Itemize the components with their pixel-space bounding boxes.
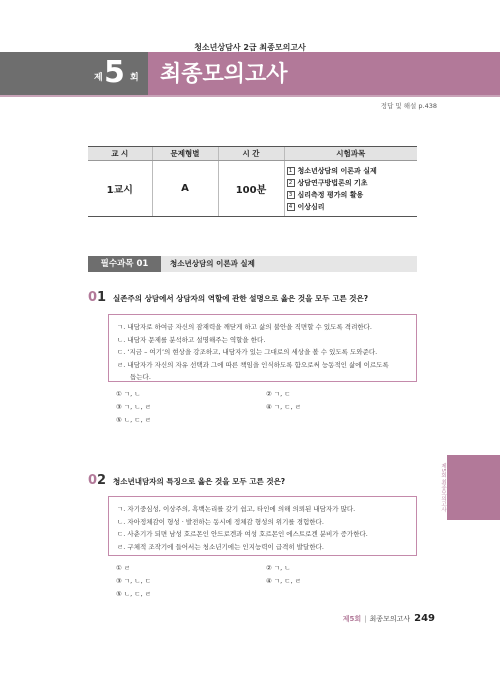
question-number: 02 [88, 473, 107, 488]
option[interactable]: ① ㄱ, ㄴ [116, 390, 141, 398]
subject-item [287, 165, 418, 177]
side-tab-label: 제5회 최종모의고사 [440, 463, 446, 513]
section-header [88, 256, 417, 272]
exam-info-table [88, 146, 417, 217]
header-type: 문제형별 [152, 147, 218, 161]
answer-options [116, 562, 416, 601]
subject-number: 4 [287, 203, 295, 211]
subject-name: 청소년상담의 이론과 실제 [297, 166, 377, 175]
footer-title: 최종모의고사 [369, 615, 411, 623]
side-tab[interactable] [447, 455, 500, 520]
subject-number: 3 [287, 191, 295, 199]
header-period: 교 시 [88, 147, 152, 161]
section-title: 청소년상담의 이론과 실제 [170, 259, 255, 268]
option[interactable]: ⑤ ㄴ, ㄷ, ㄹ [116, 590, 151, 598]
banner-divider [0, 95, 500, 97]
list-item: ㄹ. 구체적 조작기에 들어서는 청소년기에는 인지능력이 급격히 발달한다. [117, 542, 324, 551]
option[interactable]: ③ ㄱ, ㄴ, ㄹ [116, 403, 151, 411]
option[interactable]: ⑤ ㄴ, ㄷ, ㄹ [116, 416, 151, 424]
banner-dark-block [0, 52, 148, 95]
chapter-suffix: 회 [130, 73, 139, 83]
answer-reference: 정답 및 해설 p.438 [380, 102, 437, 110]
option[interactable]: ② ㄱ, ㄴ [266, 564, 291, 572]
question-box [108, 314, 417, 382]
chapter-banner [0, 52, 500, 95]
list-item: ㄹ. 내담자가 자신의 자유 선택과 그에 따른 책임을 인식하도록 함으로써 능동적인 삶에 이르도록 [117, 360, 389, 369]
list-item: ㄷ. 사춘기가 되면 남성 호르몬인 안드로겐과 여성 호르몬인 에스트로겐 분비가 증가한다. [117, 530, 368, 538]
subject-item [287, 189, 418, 201]
option[interactable]: ④ ㄱ, ㄷ, ㄹ [266, 403, 301, 411]
question-number: 01 [88, 290, 107, 305]
page-number: 249 [414, 613, 435, 624]
question-box [108, 496, 417, 556]
table-row [88, 161, 417, 217]
option[interactable]: ① ㄹ [116, 564, 131, 572]
subject-name: 이상심리 [297, 202, 325, 211]
option[interactable]: ④ ㄱ, ㄷ, ㄹ [266, 577, 301, 585]
type-value: A [152, 161, 218, 217]
list-item: ㄱ. 내담자로 하여금 자신의 잠재력을 깨닫게 하고 삶의 불안을 직면할 수 있도록 격려한다. [117, 323, 372, 331]
list-item: 돕는다. [130, 373, 151, 381]
question-text: 청소년내담자의 특징으로 옳은 것을 모두 고른 것은? [113, 477, 286, 486]
header-time: 시 간 [218, 147, 284, 161]
list-item: ㄴ. 내담자 문제를 분석하고 설명해주는 역할을 한다. [117, 335, 266, 344]
subject-number: 1 [287, 167, 295, 175]
option[interactable]: ③ ㄱ, ㄴ, ㄷ [116, 577, 151, 585]
subject-name: 심리측정 평가의 활용 [297, 190, 364, 199]
answer-options [116, 388, 416, 427]
section-tag: 필수과목 01 [88, 256, 161, 272]
subject-item [287, 201, 418, 213]
chapter-number: 5 [104, 55, 125, 90]
subject-list [285, 165, 418, 213]
subject-item [287, 177, 418, 189]
list-item: ㄴ. 자아정체감이 형성 · 발전하는 동시에 정체감 형성의 위기를 경험한다. [117, 517, 324, 526]
page-title: 최종모의고사 [160, 62, 288, 87]
footer-chapter: 제5회 [342, 615, 362, 623]
list-item: ㄱ. 자기중심성, 이상주의, 흑백논리를 갖기 쉽고, 타인에 의해 의뢰된 내담자가 많다. [117, 505, 356, 513]
table-header-row [88, 147, 417, 161]
subject-number: 2 [287, 179, 295, 187]
subjects-cell [284, 161, 417, 217]
list-item: ㄷ. ‘지금 – 여기’의 현상을 강조하고, 내담자가 있는 그대로의 세상을 볼 수 있도록 도와준다. [117, 348, 378, 356]
period-value: 1교시 [88, 161, 152, 217]
time-value: 100분 [218, 161, 284, 217]
question-text: 실존주의 상담에서 상담자의 역할에 관한 설명으로 옳은 것을 모두 고른 것은? [113, 294, 369, 303]
subject-name: 상담연구방법론의 기초 [297, 178, 368, 187]
option[interactable]: ② ㄱ, ㄷ [266, 390, 291, 398]
footer-separator: | [364, 615, 367, 623]
book-title: 청소년상담사 2급 최종모의고사 [194, 43, 306, 52]
header-subjects: 시험과목 [284, 147, 417, 161]
page-footer [300, 613, 435, 624]
chapter-prefix: 제 [94, 73, 103, 83]
